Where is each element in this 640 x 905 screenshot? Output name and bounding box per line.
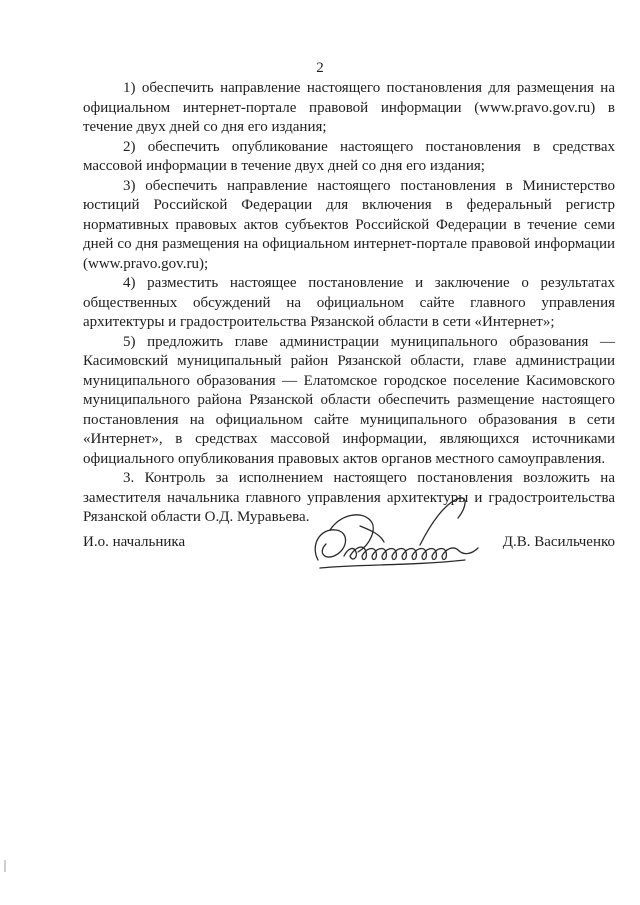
paragraph-1: 1) обеспечить направление настоящего постановления для размещения на официальном интернет-портале правовой информации (www.pravo.gov.ru) в течение двух дней со дня его издания;	[83, 80, 615, 135]
paragraph-5: 5) предложить главе администрации муниципального образования — Касимовский муниципальный район Рязанской области, главе администрации муниципального образования — Елатомское городское поселение Касимовского муниципального района Рязанской области обеспечить размещение настоящего постановления на официальном сайте муниципального образования в сети «Интернет», в средствах массовой информации, являющихся источниками официального опубликования правовых актов органов местного самоуправления.	[83, 333, 615, 467]
paragraph-3: 3) обеспечить направление настоящего постановления в Министерство юстиций Российской Федерации для включения в федеральный регистр нормативных правовых актов субъектов Российской Федерации в течение семи дней со дня размещения на официальном интернет-портале правовой информации (www.pravo.gov.ru);	[83, 177, 615, 272]
paragraph-4: 4) разместить настоящее постановление и заключение о результатах общественных обсуждений на официальном сайте главного управления архитектуры и градостроительства Рязанской области в сети «Интернет»;	[83, 275, 615, 330]
paragraph-2: 2) обеспечить опубликование настоящего постановления в средствах массовой информации в течение двух дней со дня его издания;	[83, 138, 615, 174]
page-number: 2	[316, 60, 324, 76]
signatory-name: Д.В. Васильченко	[502, 534, 615, 550]
signatory-title: И.о. начальника	[83, 534, 186, 550]
paragraph-control: 3. Контроль за исполнением настоящего постановления возложить на заместителя начальника главного управления архитектуры и градостроительства Рязанской области О.Д. Муравьева.	[83, 470, 615, 525]
scan-edge-mark	[4, 860, 6, 872]
signature-row	[83, 530, 615, 560]
document-body	[83, 79, 615, 528]
